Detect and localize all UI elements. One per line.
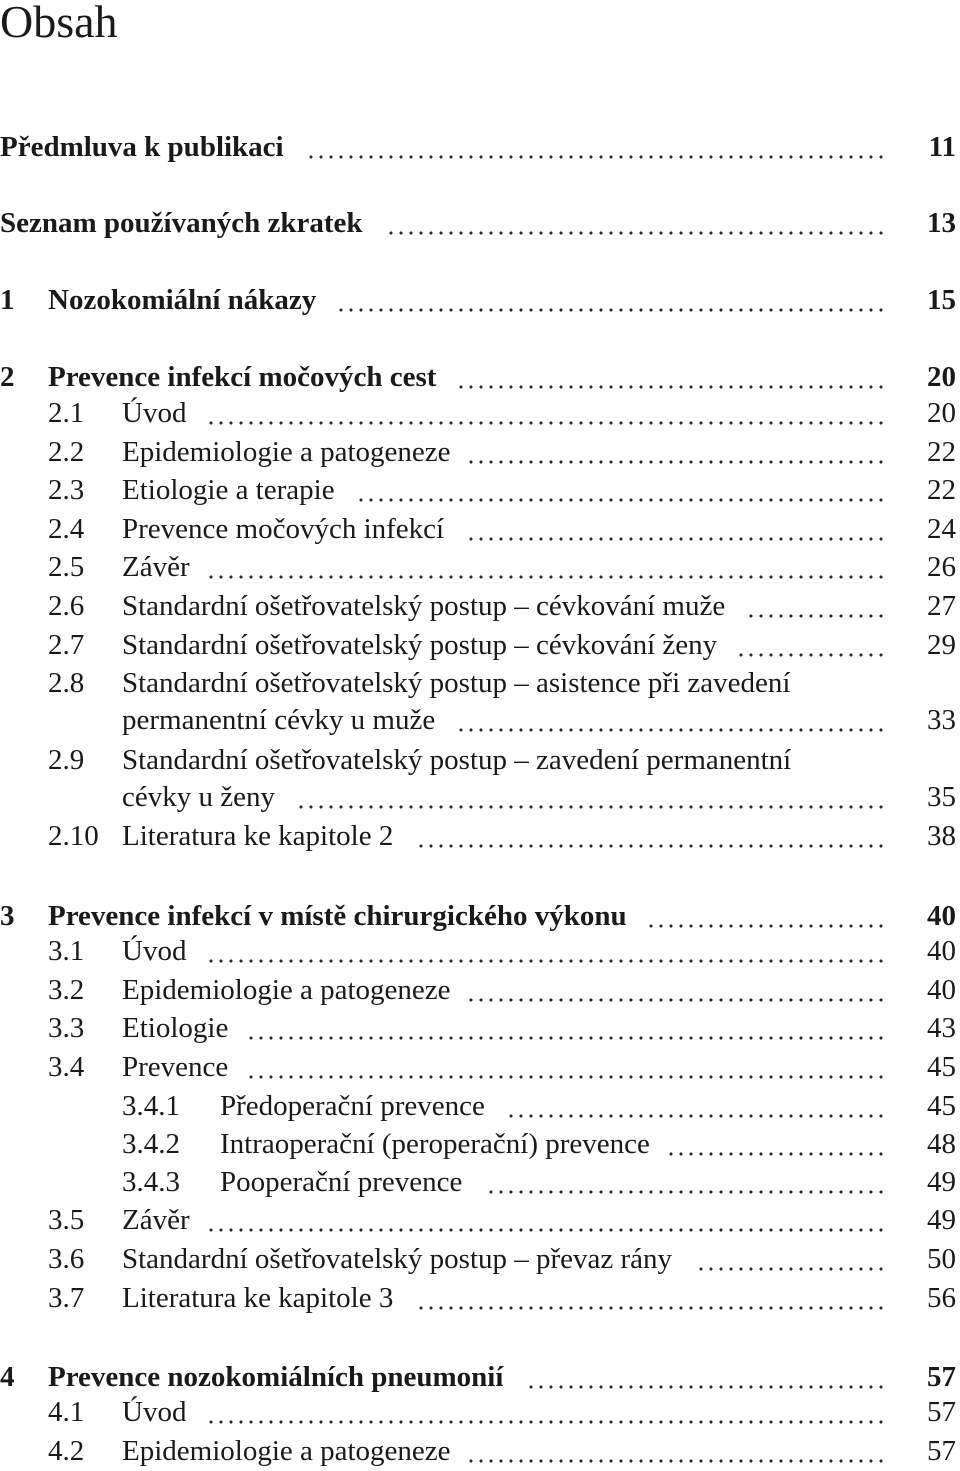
toc-entry-page: 26: [927, 551, 956, 583]
toc-entry-title: Etiologie a terapie: [122, 474, 335, 506]
toc-entry-page: 43: [927, 1012, 956, 1044]
toc-entry[interactable]: [0, 471, 958, 509]
toc-entry-number: 2.1: [48, 397, 85, 429]
toc-entry-number: 1: [0, 284, 15, 316]
toc-dot-leader: [206, 548, 886, 586]
toc-entry-page: 49: [927, 1204, 956, 1236]
toc-entry-page: 40: [927, 935, 956, 967]
toc-entry[interactable]: [0, 128, 958, 166]
toc-entry[interactable]: [0, 587, 958, 625]
toc-entry-page: 45: [927, 1090, 956, 1122]
toc-dot-leader: [646, 897, 886, 935]
toc-entry-title: Úvod: [122, 1396, 187, 1428]
toc-entry-title: Seznam používaných zkratek: [0, 207, 363, 239]
toc-dot-leader: [206, 394, 886, 432]
toc-entry-title: Literatura ke kapitole 3: [122, 1282, 394, 1314]
toc-entry-title: Standardní ošetřovatelský postup – převaz rány: [122, 1243, 673, 1275]
toc-dot-leader: [336, 281, 886, 319]
toc-dot-leader: [356, 471, 886, 509]
toc-dot-leader: [696, 1240, 886, 1278]
toc-dot-leader: [456, 701, 886, 739]
toc-entry-page: 27: [927, 590, 956, 622]
toc-dot-leader: [246, 1048, 886, 1086]
toc-entry-title: Prevence: [122, 1051, 229, 1083]
toc-dot-leader: [466, 433, 886, 471]
toc-entry[interactable]: [0, 626, 958, 664]
toc-entry[interactable]: [0, 1048, 958, 1086]
toc-dot-leader: [526, 1358, 886, 1396]
toc-entry-page: 20: [927, 361, 956, 393]
toc-entry-number: 3.4.3: [122, 1166, 180, 1198]
toc-entry-number: 3.1: [48, 935, 85, 967]
toc-entry-title: Předoperační prevence: [220, 1090, 485, 1122]
toc-entry-page: 40: [927, 974, 956, 1006]
toc-dot-leader: [306, 128, 886, 166]
toc-dot-leader: [486, 1163, 886, 1201]
toc-entry[interactable]: [0, 897, 958, 935]
toc-entry-number: 2.2: [48, 436, 85, 468]
toc-dot-leader: [466, 1432, 886, 1470]
toc-entry-page: 29: [927, 629, 956, 661]
toc-entry-title: Epidemiologie a patogeneze: [122, 1435, 451, 1467]
toc-entry-number: 3.2: [48, 974, 85, 1006]
toc-dot-leader: [416, 1279, 886, 1317]
toc-entry[interactable]: [0, 1279, 958, 1317]
toc-entry[interactable]: [0, 1358, 958, 1396]
page-title: Obsah: [0, 0, 118, 47]
toc-entry-title: Epidemiologie a patogeneze: [122, 974, 451, 1006]
toc-entry-page: 33: [927, 704, 956, 736]
toc-entry-page: 11: [928, 131, 956, 163]
toc-entry-title: Literatura ke kapitole 2: [122, 820, 394, 852]
toc-entry-number: 2: [0, 361, 15, 393]
toc-entry-page: 57: [927, 1396, 956, 1428]
toc-entry-number: 2.5: [48, 551, 85, 583]
toc-entry-page: 49: [927, 1166, 956, 1198]
toc-entry-title: Standardní ošetřovatelský postup – cévkování ženy: [122, 629, 718, 661]
toc-dot-leader: [746, 587, 886, 625]
toc-entry[interactable]: [0, 1201, 958, 1239]
toc-dot-leader: [416, 817, 886, 855]
toc-entry-title: Úvod: [122, 935, 187, 967]
toc-entry-title: Závěr: [122, 551, 190, 583]
toc-entry-number: 3.4.1: [122, 1090, 180, 1122]
toc-dot-leader: [206, 932, 886, 970]
toc-entry-number: 2.9: [48, 744, 85, 776]
toc-dot-leader: [246, 1009, 886, 1047]
toc-entry[interactable]: [0, 1393, 958, 1431]
toc-entry[interactable]: [0, 510, 958, 548]
toc-entry-title: Standardní ošetřovatelský postup – zavedení permanentní: [122, 744, 792, 776]
toc-entry-number: 3.3: [48, 1012, 85, 1044]
toc-dot-leader: [456, 358, 886, 396]
toc-entry-title: Standardní ošetřovatelský postup – asistence při zavedení: [122, 667, 791, 699]
toc-entry-page: 57: [927, 1361, 956, 1393]
toc-entry-title: cévky u ženy: [122, 781, 275, 813]
toc-entry-page: 15: [927, 284, 956, 316]
toc-entry[interactable]: [0, 1009, 958, 1047]
toc-entry[interactable]: [0, 281, 958, 319]
toc-entry-title: Epidemiologie a patogeneze: [122, 436, 451, 468]
toc-entry[interactable]: [0, 433, 958, 471]
toc-entry[interactable]: [0, 1125, 958, 1163]
toc-entry-number: 3.6: [48, 1243, 85, 1275]
toc-entry-number: 2.4: [48, 513, 85, 545]
toc-entry-number: 3.5: [48, 1204, 85, 1236]
toc-entry-title: Prevence infekcí v místě chirurgického výkonu: [48, 900, 627, 932]
toc-entry[interactable]: [0, 741, 958, 779]
toc-entry-title: permanentní cévky u muže: [122, 704, 436, 736]
toc-dot-leader: [666, 1125, 886, 1163]
toc-entry[interactable]: [0, 1163, 958, 1201]
toc-entry-page: 48: [927, 1128, 956, 1160]
toc-dot-leader: [296, 778, 886, 816]
toc-entry-page: 50: [927, 1243, 956, 1275]
toc-entry-number: 4: [0, 1361, 15, 1393]
toc-entry-page: 35: [927, 781, 956, 813]
toc-entry-title: Úvod: [122, 397, 187, 429]
toc-entry-title: Prevence infekcí močových cest: [48, 361, 437, 393]
toc-entry-number: 4.2: [48, 1435, 85, 1467]
toc-entry-page: 24: [927, 513, 956, 545]
toc-entry-title: Standardní ošetřovatelský postup – cévkování muže: [122, 590, 726, 622]
toc-entry[interactable]: [0, 1087, 958, 1125]
toc-entry-number: 3.4.2: [122, 1128, 180, 1160]
toc-entry-page: 13: [927, 207, 956, 239]
toc-entry-title: Nozokomiální nákazy: [48, 284, 317, 316]
toc-entry[interactable]: [0, 932, 958, 970]
toc-entry-title: Předmluva k publikaci: [0, 131, 284, 163]
toc-entry-page: 38: [927, 820, 956, 852]
toc-dot-leader: [736, 626, 886, 664]
toc-entry-page: 45: [927, 1051, 956, 1083]
toc-dot-leader: [466, 971, 886, 1009]
toc-entry-title: Pooperační prevence: [220, 1166, 463, 1198]
toc-entry-number: 2.3: [48, 474, 85, 506]
toc-entry-page: 57: [927, 1435, 956, 1467]
toc-entry-number: 3.7: [48, 1282, 85, 1314]
toc-entry[interactable]: [0, 394, 958, 432]
toc-entry[interactable]: [0, 701, 958, 739]
toc-entry-title: Prevence močových infekcí: [122, 513, 445, 545]
toc-entry-page: 22: [927, 436, 956, 468]
toc-dot-leader: [386, 204, 886, 242]
toc-entry-page: 22: [927, 474, 956, 506]
toc-entry-title: Etiologie: [122, 1012, 229, 1044]
toc-entry-page: 40: [927, 900, 956, 932]
toc-entry[interactable]: [0, 204, 958, 242]
toc-entry[interactable]: [0, 548, 958, 586]
toc-entry[interactable]: [0, 1240, 958, 1278]
toc-entry[interactable]: [0, 664, 958, 702]
toc-entry[interactable]: [0, 778, 958, 816]
toc-entry-number: 2.6: [48, 590, 85, 622]
toc-entry-number: 3.4: [48, 1051, 85, 1083]
toc-entry[interactable]: [0, 358, 958, 396]
toc-dot-leader: [206, 1393, 886, 1431]
toc-entry[interactable]: [0, 1432, 958, 1470]
toc-entry-title: Závěr: [122, 1204, 190, 1236]
toc-entry-number: 3: [0, 900, 15, 932]
toc-entry-page: 56: [927, 1282, 956, 1314]
toc-dot-leader: [206, 1201, 886, 1239]
toc-entry[interactable]: [0, 971, 958, 1009]
toc-entry-number: 4.1: [48, 1396, 85, 1428]
toc-entry[interactable]: [0, 817, 958, 855]
toc-dot-leader: [466, 510, 886, 548]
toc-entry-number: 2.7: [48, 629, 85, 661]
toc-entry-page: 20: [927, 397, 956, 429]
toc-entry-number: 2.8: [48, 667, 85, 699]
toc-dot-leader: [506, 1087, 886, 1125]
toc-entry-title: Intraoperační (peroperační) prevence: [220, 1128, 650, 1160]
toc-entry-number: 2.10: [48, 820, 99, 852]
toc-entry-title: Prevence nozokomiálních pneumonií: [48, 1361, 504, 1393]
